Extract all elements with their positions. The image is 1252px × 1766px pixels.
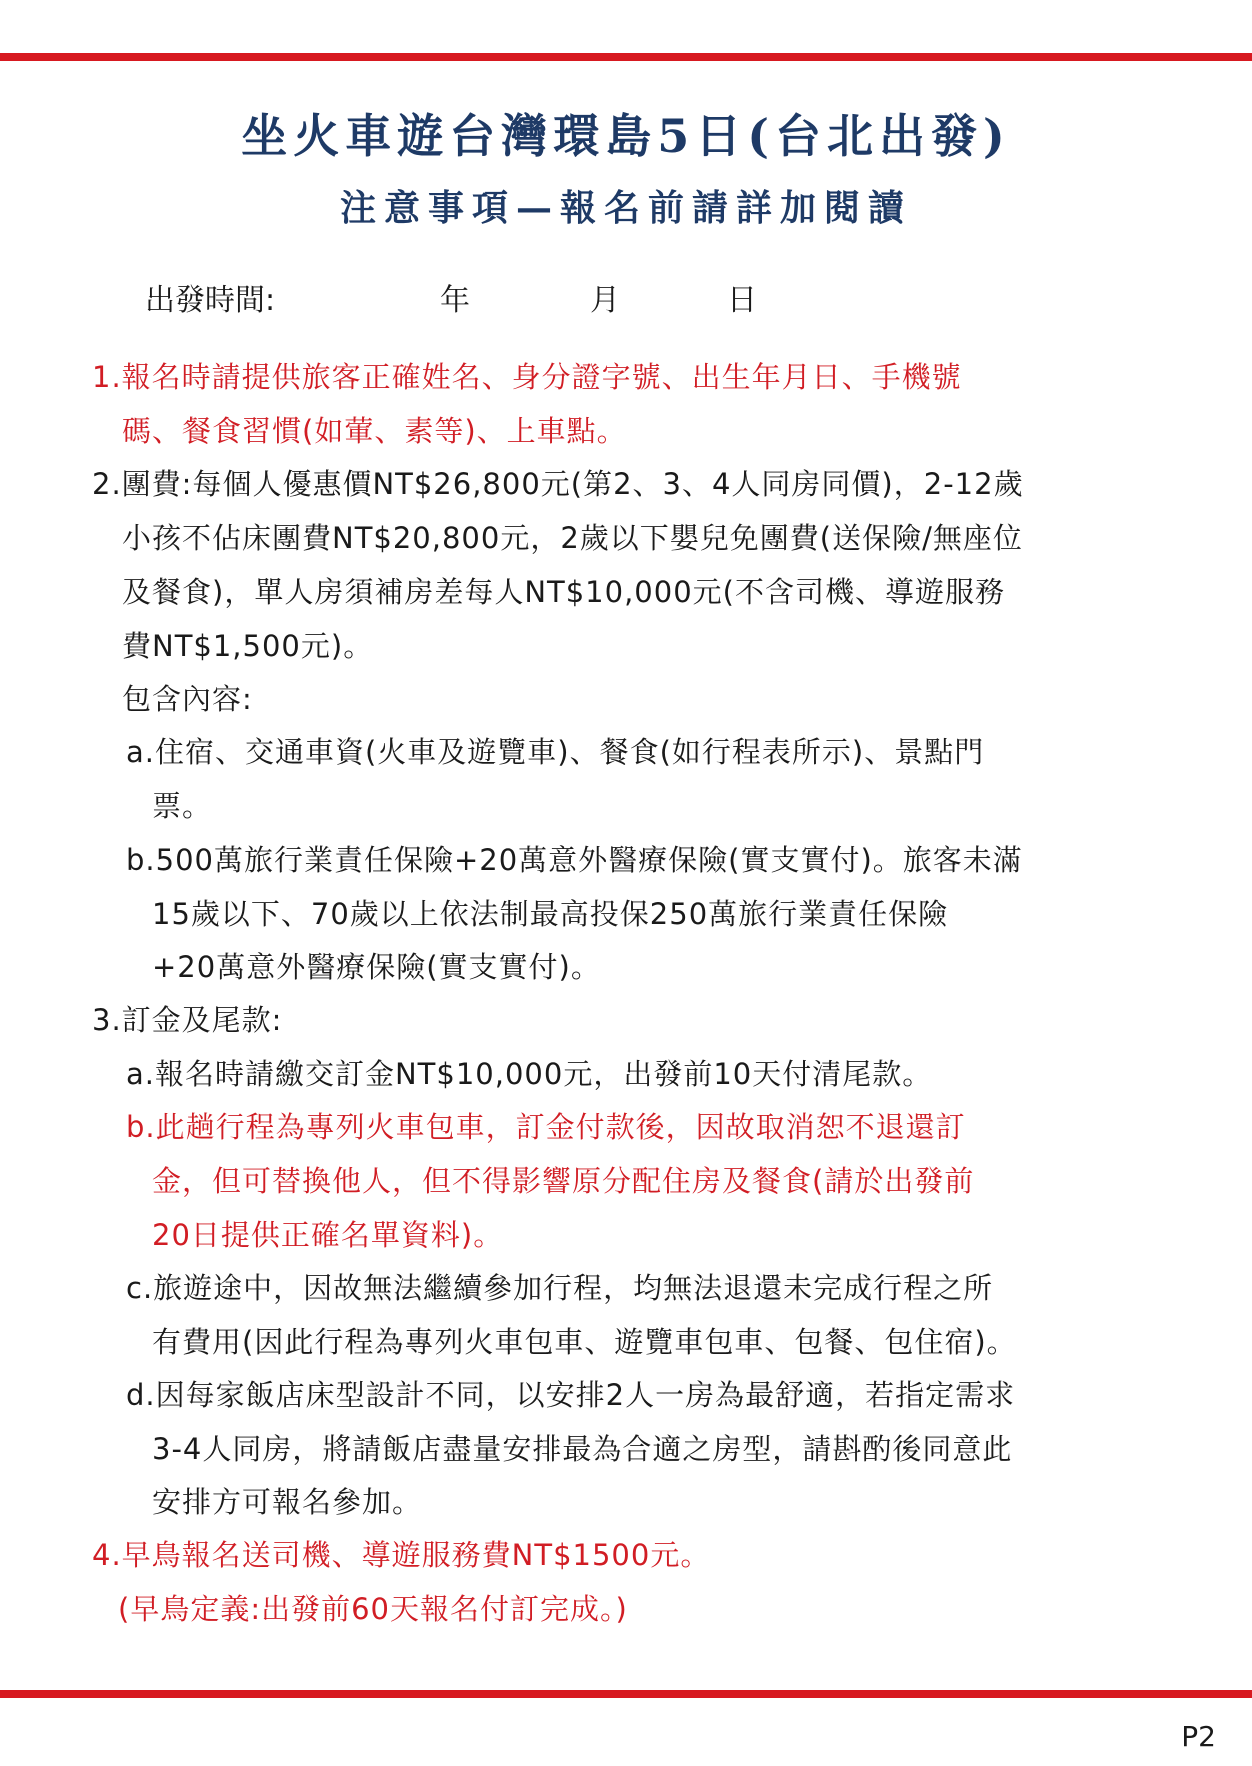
include-b-line-3: +20萬意外醫療保險(實支實付)。 — [152, 950, 601, 984]
note-2-line-3: 及餐食)，單人房須補房差每人NT$10,000元(不含司機、導遊服務 — [122, 575, 1005, 609]
note-3b-line-2: 金，但可替換他人，但不得影響原分配住房及餐食(請於出發前 — [152, 1164, 975, 1198]
departure-day: 日 — [727, 283, 757, 318]
include-a-line-2: 票。 — [152, 789, 213, 823]
note-3d-line-3: 安排方可報名參加。 — [152, 1485, 423, 1519]
page-subtitle: 注意事項—報名前請詳加閱讀 — [339, 187, 912, 229]
note-2-line-4: 費NT$1,500元)。 — [122, 629, 374, 663]
departure-year: 年 — [440, 283, 470, 318]
note-3d-line-2: 3-4人同房，將請飯店盡量安排最為合適之房型，請斟酌後同意此 — [152, 1432, 1013, 1466]
note-3c-line-1: c.旅遊途中，因故無法繼續參加行程，均無法退還未完成行程之所 — [126, 1271, 994, 1305]
note-4-line-1: 4.早鳥報名送司機、導遊服務費NT$1500元。 — [92, 1538, 711, 1572]
page-number: P2 — [1181, 1720, 1216, 1753]
page-title: 坐火車遊台灣環島5日(台北出發) — [241, 109, 1011, 163]
include-a-line-1: a.住宿、交通車資(火車及遊覽車)、餐食(如行程表所示)、景點門 — [126, 735, 985, 769]
departure-month: 月 — [590, 283, 620, 318]
note-2-line-1: 2.團費:每個人優惠價NT$26,800元(第2、3、4人同房同價)，2-12歲 — [92, 467, 1024, 501]
note-1-line-1: 1.報名時請提供旅客正確姓名、身分證字號、出生年月日、手機號 — [92, 360, 962, 394]
include-b-line-1: b.500萬旅行業責任保險+20萬意外醫療保險(實支實付)。旅客未滿 — [126, 843, 1023, 877]
note-3a-line-1: a.報名時請繳交訂金NT$10,000元，出發前10天付清尾款。 — [126, 1057, 933, 1091]
note-3-heading: 3.訂金及尾款: — [92, 1003, 283, 1037]
includes-heading: 包含內容: — [122, 682, 253, 716]
note-3d-line-1: d.因每家飯店床型設計不同，以安排2人一房為最舒適，若指定需求 — [126, 1378, 1016, 1412]
note-2-line-2: 小孩不佔床團費NT$20,800元，2歲以下嬰兒免團費(送保險/無座位 — [122, 521, 1023, 555]
note-4-line-2: (早鳥定義:出發前60天報名付訂完成。) — [118, 1592, 628, 1626]
note-3b-line-1: b.此趟行程為專列火車包車，訂金付款後，因故取消恕不退還訂 — [126, 1110, 966, 1144]
include-b-line-2: 15歲以下、70歲以上依法制最高投保250萬旅行業責任保險 — [152, 897, 949, 931]
bottom-red-rule — [0, 1690, 1252, 1698]
note-3b-line-3: 20日提供正確名單資料)。 — [152, 1218, 504, 1252]
note-1-line-2: 碼、餐食習慣(如葷、素等)、上車點。 — [122, 414, 627, 448]
top-red-rule — [0, 53, 1252, 61]
departure-label: 出發時間: — [145, 283, 276, 318]
note-3c-line-2: 有費用(因此行程為專列火車包車、遊覽車包車、包餐、包住宿)。 — [152, 1325, 1017, 1359]
